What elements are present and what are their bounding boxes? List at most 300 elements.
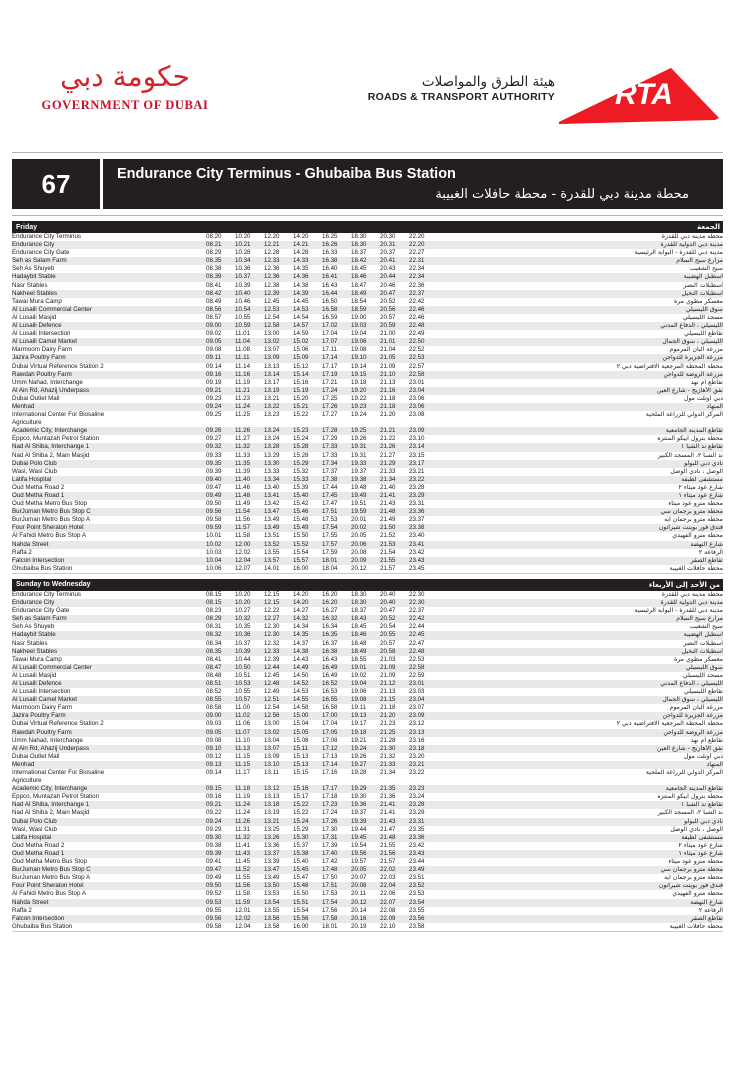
route-title-arabic: محطة مدينة دبي للقدرة - محطة حافلات الغبيبة (435, 187, 689, 202)
departure-time: 11.10 (235, 736, 251, 744)
stop-name-arabic: نفق الأهازيج - شارع العين (656, 386, 723, 394)
stop-name-english: Nakheel Stables (12, 647, 58, 655)
departure-time: 23.36 (409, 508, 425, 516)
column-spacer (438, 720, 578, 728)
timetable-page (0, 58, 735, 1082)
table-row (12, 273, 723, 281)
stop-name-english: Endurance City Gate (12, 607, 70, 615)
day-label-arabic: الجمعة (697, 223, 720, 231)
column-spacer (438, 712, 578, 720)
departure-time: 12.51 (264, 696, 280, 704)
departure-time: 16.58 (322, 305, 338, 313)
departure-time: 14.28 (293, 249, 309, 257)
stop-name-arabic: الوصل ، نادي الوصل (670, 467, 723, 475)
departure-time: 14.55 (293, 696, 309, 704)
table-row (12, 298, 723, 306)
departure-time: 10.21 (235, 241, 251, 249)
table-row (12, 516, 723, 524)
departure-time: 14.43 (293, 655, 309, 663)
departure-time: 11.32 (235, 833, 251, 841)
departure-time: 23.10 (409, 435, 425, 443)
stop-name-english-line2: Agriculture (12, 419, 42, 427)
column-spacer (438, 565, 578, 573)
column-spacer (438, 338, 578, 346)
departure-time: 23.17 (409, 459, 425, 467)
departure-time: 14.33 (293, 257, 309, 265)
departure-time: 09.35 (206, 459, 222, 467)
column-spacer (438, 557, 578, 565)
departure-time: 17.54 (322, 524, 338, 532)
departure-time: 13.21 (264, 394, 280, 402)
table-row (12, 591, 723, 599)
departure-time: 14.21 (293, 241, 309, 249)
stop-name-arabic: محطة مترو برجمان سي (660, 508, 723, 516)
column-spacer (438, 282, 578, 290)
table-row (12, 233, 723, 241)
departure-time: 21.12 (380, 679, 396, 687)
departure-time: 09.47 (206, 483, 222, 491)
stop-name-english: Nasr Stables (12, 281, 48, 289)
column-spacer (438, 640, 578, 648)
table-row (12, 745, 723, 753)
column-spacer (438, 500, 578, 508)
stop-name-arabic: محطة مترو عود ميثاء (668, 858, 723, 866)
departure-time: 13.39 (264, 858, 280, 866)
table-row (12, 330, 723, 338)
departure-time: 13.13 (264, 793, 280, 801)
departure-time: 22.48 (409, 322, 425, 330)
departure-time: 13.24 (264, 427, 280, 435)
departure-time: 23.16 (409, 736, 425, 744)
stop-name-english: Al Fahidi Metro Bus Stop A (12, 890, 86, 898)
departure-time: 19.38 (351, 475, 367, 483)
stop-name-arabic: محطة حافلات الغبيبة (669, 564, 723, 572)
departure-time: 08.47 (206, 663, 222, 671)
column-spacer (438, 599, 578, 607)
departure-time: 23.29 (409, 492, 425, 499)
departure-time: 18.30 (351, 599, 367, 607)
column-spacer (438, 241, 578, 249)
stop-name-english: Endurance City Gate (12, 249, 70, 257)
departure-time: 19.18 (351, 378, 367, 386)
departure-time: 23.21 (409, 760, 425, 768)
departure-time: 10.55 (235, 688, 251, 696)
departure-time: 23.38 (409, 524, 425, 532)
stop-name-english: Dubai Outlet Mall (12, 752, 60, 760)
departure-time: 13.54 (264, 898, 280, 906)
departure-time: 22.30 (409, 590, 425, 598)
departure-time: 13.00 (264, 720, 280, 728)
stop-name-arabic: اسطبلات النخيل (681, 289, 723, 297)
departure-time: 10.34 (235, 257, 251, 265)
stop-name-english: Eppco, Muntazah Petrol Station (12, 435, 100, 443)
departure-time: 14.35 (293, 631, 309, 639)
departure-time: 15.48 (293, 516, 309, 524)
departure-time: 09.58 (206, 516, 222, 524)
column-spacer (438, 615, 578, 623)
stop-name-arabic: سوق الليسيلي (685, 305, 723, 313)
departure-time: 21.43 (380, 500, 396, 508)
column-spacer (438, 834, 578, 842)
departure-time: 11.31 (235, 825, 251, 833)
departure-time: 17.54 (322, 898, 338, 906)
column-spacer (438, 257, 578, 265)
departure-time: 19.08 (351, 346, 367, 354)
departure-time: 17.53 (322, 516, 338, 524)
departure-time: 19.37 (351, 809, 367, 817)
departure-time: 12.00 (235, 540, 251, 548)
departure-time: 23.18 (409, 744, 425, 752)
stop-name-arabic: محطة مترو عود ميثاء (668, 500, 723, 508)
departure-time: 10.59 (235, 322, 251, 330)
departure-time: 21.03 (380, 655, 396, 663)
departure-time: 16.49 (322, 663, 338, 671)
departure-time: 20.54 (380, 623, 396, 631)
stop-name-arabic: شارع عود ميثاء ١ (678, 849, 723, 857)
departure-time: 09.25 (206, 411, 222, 419)
departure-time: 09.39 (206, 849, 222, 857)
stop-name-arabic: مستشفى لطيفة (681, 475, 723, 483)
stop-name-english: Latifa Hospital (12, 833, 52, 841)
column-spacer (438, 737, 578, 745)
departure-time: 12.36 (264, 273, 280, 281)
departure-time: 18.46 (351, 631, 367, 639)
departure-time: 13.58 (264, 922, 280, 930)
departure-time: 14.32 (293, 615, 309, 623)
departure-time: 17.56 (322, 906, 338, 914)
departure-time: 23.01 (409, 378, 425, 386)
departure-time: 12.07 (235, 564, 251, 572)
departure-time: 23.43 (409, 556, 425, 564)
departure-time: 12.45 (264, 297, 280, 305)
departure-time: 23.09 (409, 712, 425, 720)
departure-time: 23.08 (409, 411, 425, 419)
stop-name-arabic: تقاطع الليسيلي (683, 330, 723, 338)
departure-time: 11.52 (235, 866, 251, 874)
departure-time: 09.19 (206, 378, 222, 386)
departure-time: 20.05 (351, 532, 367, 540)
table-row (12, 729, 723, 737)
departure-time: 12.01 (235, 906, 251, 914)
departure-time: 10.40 (235, 289, 251, 297)
departure-time: 13.47 (264, 508, 280, 516)
departure-time: 13.29 (264, 451, 280, 459)
departure-time: 20.52 (380, 297, 396, 305)
departure-time: 23.06 (409, 402, 425, 410)
stop-name-arabic: ند الشبا ٢، المسجد الكبير (657, 809, 723, 817)
gov-logo-arabic-text: حكومة دبي (60, 60, 190, 93)
departure-time: 19.22 (351, 394, 367, 402)
departure-time: 13.49 (264, 516, 280, 524)
departure-time: 15.19 (293, 386, 309, 394)
stop-name-arabic: تقاطع ام نهد (690, 378, 723, 386)
departure-time: 15.13 (293, 752, 309, 760)
stop-name-arabic: دبي اوتلت مول (683, 394, 723, 402)
departure-time: 13.11 (264, 769, 280, 776)
departure-time: 10.20 (235, 599, 251, 607)
departure-time: 16.41 (322, 273, 338, 281)
column-spacer (438, 395, 578, 403)
departure-time: 15.22 (293, 411, 309, 419)
table-row (12, 500, 723, 508)
departure-time: 23.06 (409, 394, 425, 402)
stop-name-arabic: محطة مدينة دبي للقدرة (661, 590, 723, 598)
departure-time: 18.47 (351, 281, 367, 289)
day-label-arabic: من الأحد إلى الأربعاء (648, 580, 720, 589)
departure-time: 11.07 (235, 728, 251, 736)
departure-time: 20.30 (380, 233, 396, 240)
table-row (12, 688, 723, 696)
column-spacer (438, 923, 578, 931)
departure-time: 10.51 (235, 671, 251, 679)
departure-time: 17.27 (322, 411, 338, 419)
departure-time: 11.41 (235, 841, 251, 849)
column-spacer (438, 460, 578, 468)
departure-time: 20.57 (380, 313, 396, 321)
column-spacer (438, 298, 578, 306)
table-row (12, 640, 723, 648)
departure-time: 17.31 (322, 833, 338, 841)
stop-name-arabic: المركز الدولي للزراعة الملحية (645, 411, 723, 419)
stop-name-arabic: تقاطع المدينة الجامعية (665, 427, 723, 435)
departure-time: 11.21 (235, 386, 251, 394)
departure-time: 14.20 (293, 233, 309, 240)
column-spacer (438, 688, 578, 696)
departure-time: 21.21 (380, 427, 396, 435)
table-row (12, 907, 723, 915)
table-row (12, 874, 723, 882)
departure-time: 16.58 (322, 704, 338, 712)
column-spacer (438, 484, 578, 492)
schedule-table (12, 233, 723, 573)
departure-time: 21.23 (380, 720, 396, 728)
departure-time: 09.08 (206, 346, 222, 354)
departure-time: 15.46 (293, 508, 309, 516)
departure-time: 21.33 (380, 760, 396, 768)
departure-time: 15.04 (293, 720, 309, 728)
departure-time: 08.15 (206, 590, 222, 598)
departure-time: 21.57 (380, 858, 396, 866)
departure-time: 11.35 (235, 459, 251, 467)
stop-name-arabic: شارع عود ميثاء ١ (678, 492, 723, 499)
departure-time: 21.49 (380, 516, 396, 524)
departure-time: 23.40 (409, 532, 425, 540)
departure-time: 21.41 (380, 801, 396, 809)
departure-time: 22.30 (409, 599, 425, 607)
departure-time: 17.23 (322, 801, 338, 809)
table-row (12, 460, 723, 468)
stop-name-arabic: الوصل ، نادي الوصل (670, 825, 723, 833)
departure-time: 08.23 (206, 607, 222, 615)
departure-time: 13.14 (264, 370, 280, 378)
stop-name-arabic: محطة مترو برجمان ايه (664, 516, 723, 524)
departure-time: 13.19 (264, 386, 280, 394)
departure-time: 16.26 (322, 241, 338, 249)
departure-time: 12.28 (264, 249, 280, 257)
departure-time: 16.20 (322, 590, 338, 598)
departure-time: 19.25 (351, 427, 367, 435)
departure-time: 14.59 (293, 330, 309, 338)
departure-time: 15.28 (293, 451, 309, 459)
column-spacer (438, 249, 578, 257)
stop-name-arabic: نادي دبي للبولو (684, 817, 723, 825)
departure-time: 21.55 (380, 556, 396, 564)
stop-name-arabic: تقاطع ام نهد (690, 736, 723, 744)
stop-name-arabic: اسطبلات النصر (683, 639, 723, 647)
departure-time: 18.04 (322, 564, 338, 572)
departure-time: 22.58 (409, 370, 425, 378)
departure-time: 09.11 (206, 354, 222, 362)
departure-time: 19.33 (351, 459, 367, 467)
departure-time: 11.24 (235, 402, 251, 410)
timetable-block (12, 221, 723, 574)
departure-time: 17.53 (322, 890, 338, 898)
stop-name-arabic: نفق الأهازيج - شارع العين (656, 744, 723, 752)
departure-time: 19.21 (351, 736, 367, 744)
departure-time: 23.03 (409, 688, 425, 696)
table-row (12, 411, 723, 427)
departure-time: 23.42 (409, 548, 425, 556)
departure-time: 08.48 (206, 671, 222, 679)
departure-time: 11.19 (235, 793, 251, 801)
column-spacer (438, 607, 578, 615)
departure-time: 23.12 (409, 720, 425, 728)
stop-name-english: BurJuman Metro Bus Stop C (12, 508, 91, 516)
column-spacer (438, 801, 578, 809)
departure-time: 21.56 (380, 849, 396, 857)
departure-time: 09.58 (206, 922, 222, 930)
table-row (12, 858, 723, 866)
departure-time: 13.42 (264, 500, 280, 508)
departure-time: 08.51 (206, 679, 222, 687)
column-spacer (438, 850, 578, 858)
departure-time: 15.12 (293, 362, 309, 370)
departure-time: 11.13 (235, 744, 251, 752)
departure-time: 13.34 (264, 475, 280, 483)
departure-time: 09.14 (206, 769, 222, 776)
departure-time: 15.24 (293, 817, 309, 825)
column-spacer (438, 322, 578, 330)
departure-time: 09.59 (206, 524, 222, 532)
table-row (12, 257, 723, 265)
departure-time: 15.20 (293, 394, 309, 402)
stop-name-arabic: دبي اوتلت مول (683, 752, 723, 760)
departure-time: 10.53 (235, 679, 251, 687)
column-spacer (438, 492, 578, 500)
departure-time: 17.14 (322, 354, 338, 362)
departure-time: 21.18 (380, 704, 396, 712)
departure-time: 12.54 (264, 704, 280, 712)
departure-time: 12.04 (235, 556, 251, 564)
departure-time: 14.53 (293, 688, 309, 696)
departure-time: 08.29 (206, 249, 222, 257)
table-row (12, 395, 723, 403)
departure-time: 09.03 (206, 720, 222, 728)
departure-time: 19.31 (351, 443, 367, 451)
departure-time: 09.24 (206, 402, 222, 410)
table-row (12, 363, 723, 371)
departure-time: 17.21 (322, 378, 338, 386)
departure-time: 13.12 (264, 785, 280, 793)
stop-name-arabic: الرفاعة ٢ (698, 548, 723, 556)
departure-time: 08.38 (206, 265, 222, 273)
departure-time: 12.20 (264, 233, 280, 240)
departure-time: 11.56 (235, 882, 251, 890)
column-spacer (438, 729, 578, 737)
departure-time: 20.59 (380, 322, 396, 330)
departure-time: 19.48 (351, 483, 367, 491)
departure-time: 13.10 (264, 760, 280, 768)
departure-time: 17.34 (322, 459, 338, 467)
departure-time: 09.39 (206, 467, 222, 475)
departure-time: 10.02 (206, 540, 222, 548)
table-row (12, 923, 723, 931)
table-row (12, 427, 723, 435)
departure-time: 08.49 (206, 297, 222, 305)
departure-time: 09.30 (206, 833, 222, 841)
rta-logo-icon (559, 66, 719, 128)
departure-time: 09.21 (206, 801, 222, 809)
departure-time: 23.04 (409, 386, 425, 394)
stop-name-english: Tawai Mura Camp (12, 655, 62, 663)
departure-time: 21.30 (380, 744, 396, 752)
stop-name-english: Falcon Intersection (12, 914, 65, 922)
departure-time: 22.50 (409, 338, 425, 346)
departure-time: 20.46 (380, 281, 396, 289)
departure-time: 11.01 (235, 330, 251, 338)
stop-name-arabic: محطة المحطة المرجعية الافتراضية دبي ٢ (616, 720, 723, 728)
departure-time: 09.05 (206, 728, 222, 736)
departure-time: 17.26 (322, 402, 338, 410)
departure-time: 16.33 (322, 249, 338, 257)
departure-time: 20.09 (351, 556, 367, 564)
departure-time: 10.44 (235, 655, 251, 663)
departure-time: 19.27 (351, 760, 367, 768)
departure-time: 08.41 (206, 281, 222, 289)
departure-time: 15.28 (293, 443, 309, 451)
stop-name-arabic: الليسيلي ، الدفاع المدني (660, 679, 723, 687)
departure-time: 08.35 (206, 647, 222, 655)
column-spacer (438, 508, 578, 516)
departure-time: 17.40 (322, 849, 338, 857)
departure-time: 15.02 (293, 338, 309, 346)
departure-time: 22.52 (409, 346, 425, 354)
departure-time: 08.42 (206, 289, 222, 297)
departure-time: 10.55 (235, 313, 251, 321)
departure-time: 19.37 (351, 467, 367, 475)
stop-name-english: Hadaybit Stable (12, 273, 56, 281)
departure-time: 10.50 (235, 663, 251, 671)
stop-name-arabic: محطة بترول ايبكو المنتزه (657, 793, 723, 801)
departure-time: 10.35 (235, 623, 251, 631)
stop-name-english: Seh as Salam Farm (12, 615, 67, 623)
column-spacer (438, 435, 578, 443)
departure-time: 09.40 (206, 475, 222, 483)
departure-time: 10.37 (235, 639, 251, 647)
departure-time: 16.43 (322, 281, 338, 289)
departure-time: 13.09 (264, 354, 280, 362)
departure-time: 22.59 (409, 671, 425, 679)
departure-time: 21.27 (380, 451, 396, 459)
departure-time: 15.05 (293, 728, 309, 736)
departure-time: 14.45 (293, 297, 309, 305)
departure-time: 17.58 (322, 914, 338, 922)
schedule-table (12, 591, 723, 931)
stop-name-arabic: المنهاد (706, 402, 723, 410)
table-row (12, 890, 723, 898)
departure-time: 10.36 (235, 265, 251, 273)
route-title-english: Endurance City Terminus - Ghubaiba Bus Station (117, 166, 456, 182)
